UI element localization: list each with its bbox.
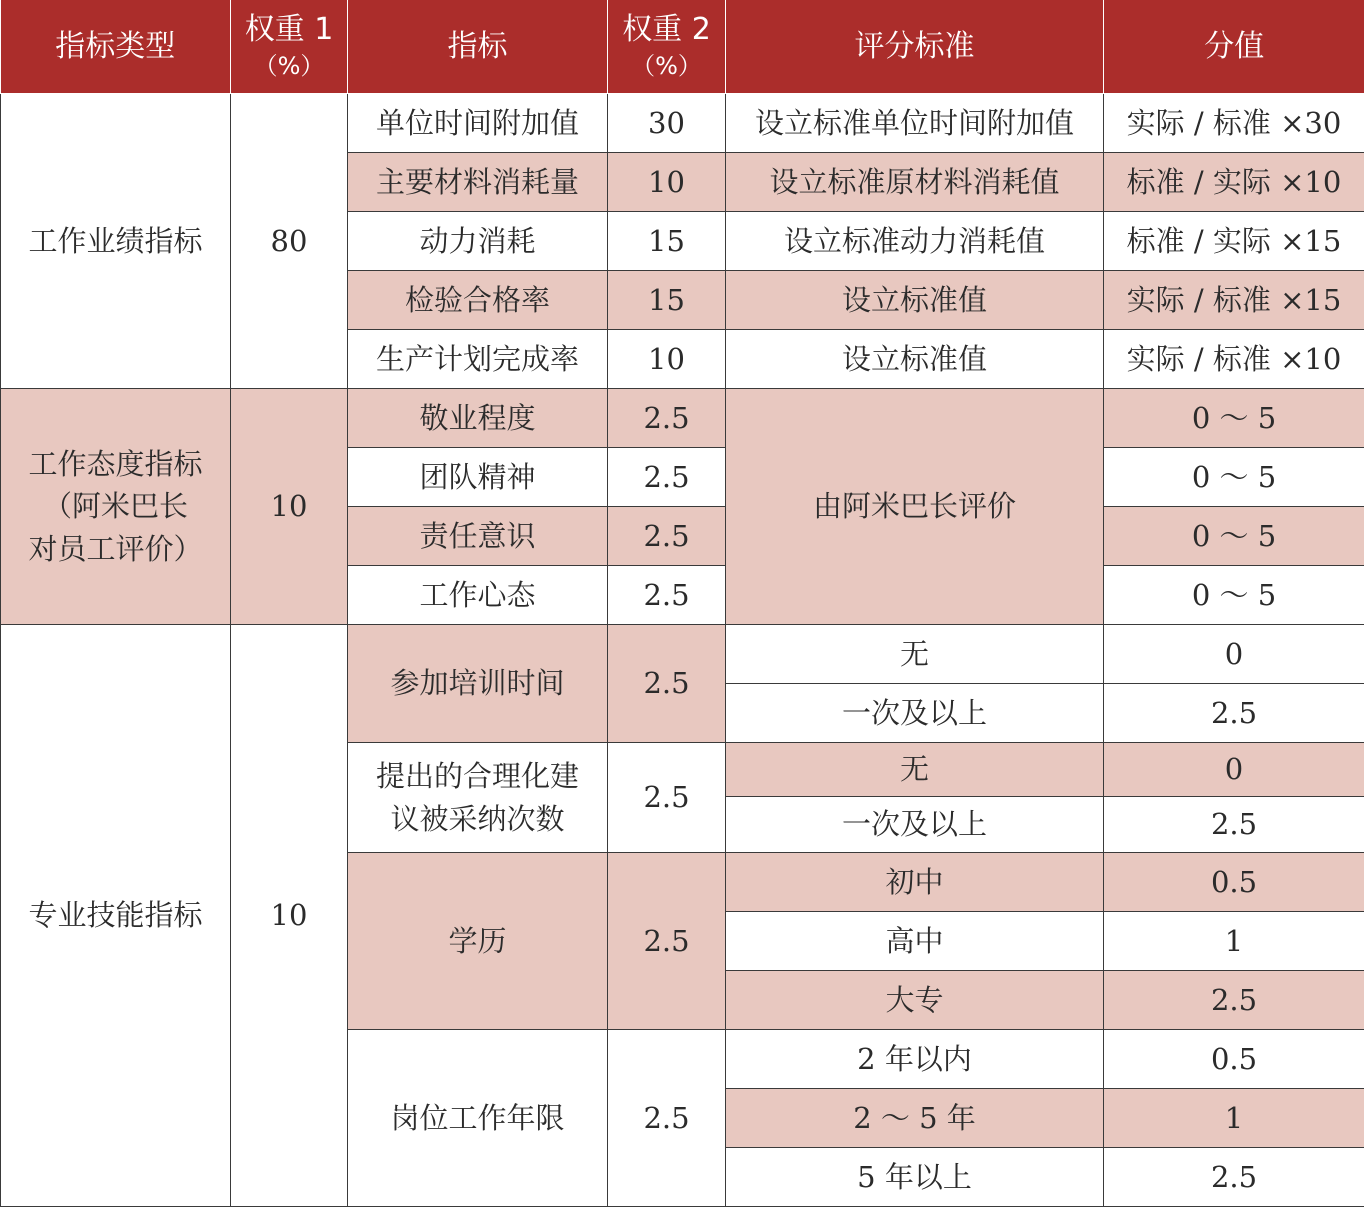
header-weight-2-unit: （%） [631,52,702,81]
header-indicator: 指标 [348,0,608,94]
score-cell: 0.5 [1104,1030,1364,1089]
standard-cell: 一次及以上 [726,797,1104,853]
indicator-type-cell [1,389,231,625]
indicator-cell: 工作心态 [348,566,608,625]
weight-2-cell: 2.5 [608,566,726,625]
standard-cell: 2 ～ 5 年 [726,1089,1104,1148]
weight-1-cell: 80 [231,94,348,389]
weight-2-cell: 2.5 [608,1030,726,1207]
standard-cell: 由阿米巴长评价 [726,389,1104,625]
header-score: 分值 [1104,0,1364,94]
indicator-type-line: （阿米巴长 [42,489,188,524]
header-weight-1 [231,0,348,94]
standard-cell: 2 年以内 [726,1030,1104,1089]
header-row [1,0,1364,94]
score-cell: 2.5 [1104,971,1364,1030]
indicator-cell: 动力消耗 [348,212,608,271]
score-cell: 0 [1104,743,1364,797]
score-cell: 实际 / 标准 ×15 [1104,271,1364,330]
weight-2-cell: 2.5 [608,507,726,566]
indicator-cell: 参加培训时间 [348,625,608,743]
standard-cell: 设立标准单位时间附加值 [726,94,1104,153]
weight-2-cell: 30 [608,94,726,153]
table-row [1,94,1364,153]
indicator-type-line: 工作态度指标 [28,447,203,482]
indicator-cell: 责任意识 [348,507,608,566]
score-cell: 实际 / 标准 ×10 [1104,330,1364,389]
header-standard: 评分标准 [726,0,1104,94]
indicator-cell: 单位时间附加值 [348,94,608,153]
score-cell: 0 ～ 5 [1104,448,1364,507]
standard-cell: 设立标准原材料消耗值 [726,153,1104,212]
indicator-cell: 主要材料消耗量 [348,153,608,212]
standard-cell: 无 [726,743,1104,797]
weight-2-cell: 2.5 [608,743,726,853]
standard-cell: 5 年以上 [726,1148,1104,1207]
weight-2-cell: 10 [608,330,726,389]
weight-2-cell: 15 [608,271,726,330]
score-cell: 0 ～ 5 [1104,389,1364,448]
score-cell: 1 [1104,912,1364,971]
weight-2-cell: 2.5 [608,625,726,743]
indicator-cell [348,743,608,853]
score-cell: 标准 / 实际 ×10 [1104,153,1364,212]
standard-cell: 高中 [726,912,1104,971]
standard-cell: 设立标准值 [726,330,1104,389]
table-row [1,625,1364,684]
score-cell: 2.5 [1104,1148,1364,1207]
indicator-cell: 学历 [348,853,608,1030]
table-row [1,389,1364,448]
standard-cell: 设立标准值 [726,271,1104,330]
weight-2-cell: 2.5 [608,448,726,507]
score-cell: 1 [1104,1089,1364,1148]
weight-2-cell: 2.5 [608,389,726,448]
indicator-line: 议被采纳次数 [390,801,565,836]
indicator-type-line: 对员工评价） [28,531,203,566]
weight-2-cell: 10 [608,153,726,212]
indicator-cell: 敬业程度 [348,389,608,448]
indicator-cell: 团队精神 [348,448,608,507]
indicator-cell: 生产计划完成率 [348,330,608,389]
header-weight-2 [608,0,726,94]
score-cell: 2.5 [1104,684,1364,743]
weight-1-cell: 10 [231,625,348,1207]
indicator-cell: 岗位工作年限 [348,1030,608,1207]
score-cell: 实际 / 标准 ×30 [1104,94,1364,153]
score-cell: 0 ～ 5 [1104,566,1364,625]
header-indicator-type: 指标类型 [1,0,231,94]
weight-1-cell: 10 [231,389,348,625]
standard-cell: 初中 [726,853,1104,912]
standard-cell: 一次及以上 [726,684,1104,743]
weight-2-cell: 15 [608,212,726,271]
indicator-type-cell: 专业技能指标 [1,625,231,1207]
indicator-type-cell: 工作业绩指标 [1,94,231,389]
standard-cell: 无 [726,625,1104,684]
score-cell: 0 [1104,625,1364,684]
header-weight-2-label: 权重 2 [622,12,711,48]
standard-cell: 设立标准动力消耗值 [726,212,1104,271]
score-cell: 0.5 [1104,853,1364,912]
score-cell: 标准 / 实际 ×15 [1104,212,1364,271]
weight-2-cell: 2.5 [608,853,726,1030]
indicator-cell: 检验合格率 [348,271,608,330]
score-cell: 2.5 [1104,797,1364,853]
score-cell: 0 ～ 5 [1104,507,1364,566]
standard-cell: 大专 [726,971,1104,1030]
indicator-line: 提出的合理化建 [375,759,579,794]
header-weight-1-unit: （%） [253,52,325,81]
header-weight-1-label: 权重 1 [244,12,334,48]
